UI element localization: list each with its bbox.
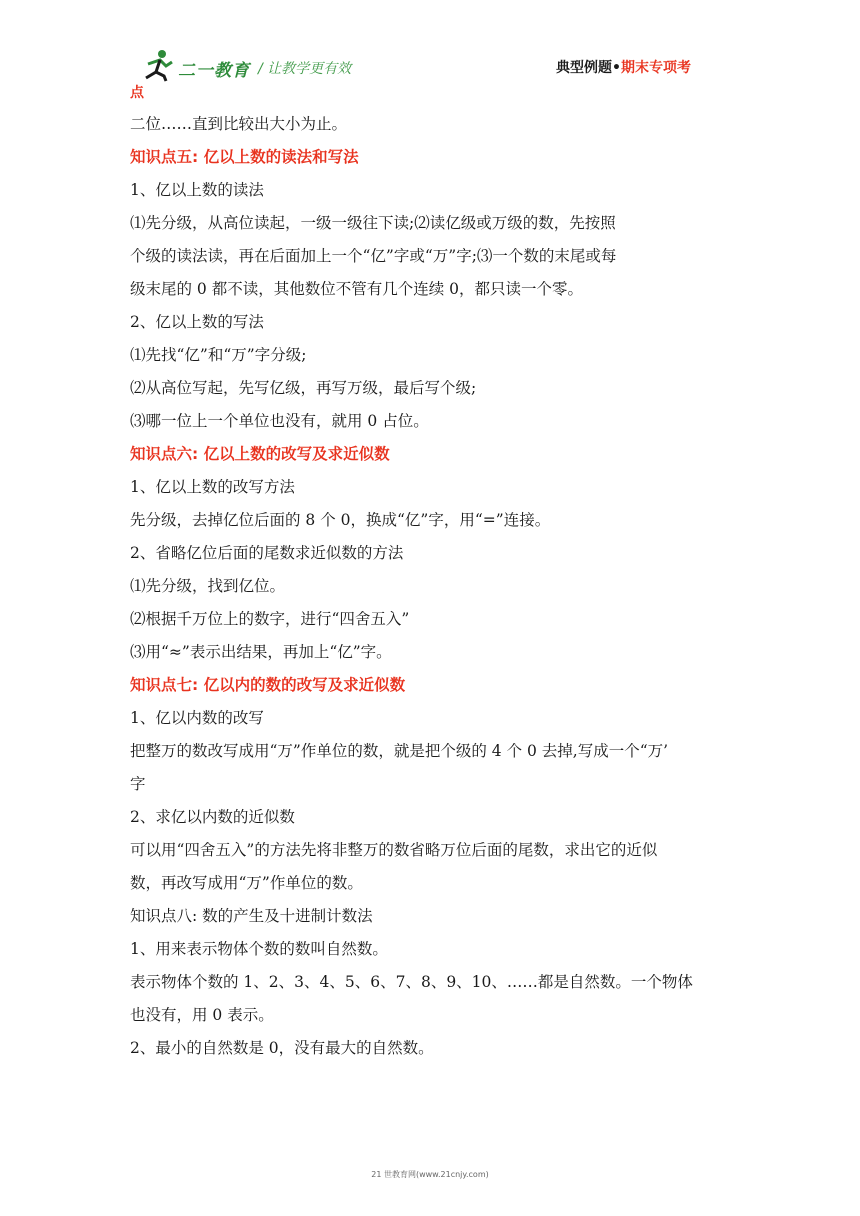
header-category-tail: 点 — [130, 85, 144, 101]
text-line: 先分级，去掉亿位后面的 8 个 0，换成“亿”字，用“=”连接。 — [130, 511, 551, 529]
text-line: 1、亿以上数的改写方法 — [130, 478, 295, 496]
text-line: 二位……直到比较出大小为止。 — [130, 115, 348, 133]
text-line: 2、最小的自然数是 0，没有最大的自然数。 — [130, 1039, 434, 1057]
text-line: 个级的读法读，再在后面加上一个“亿”字或“万”字;⑶一个数的末尾或每 — [130, 247, 617, 265]
section-heading: 知识点六: 亿以上数的改写及求近似数 — [130, 445, 390, 463]
text-line: ⑴先找“亿”和“万”字分级; — [130, 346, 307, 364]
text-line: 级末尾的 0 都不读，其他数位不管有几个连续 0，都只读一个零。 — [130, 280, 584, 298]
text-line: 可以用“四舍五入”的方法先将非整万的数省略万位后面的尾数，求出它的近似 — [130, 841, 658, 859]
document-body — [130, 108, 735, 1065]
header-category — [556, 57, 691, 77]
section-heading: 知识点七: 亿以内的数的改写及求近似数 — [130, 676, 406, 694]
text-line: 字 — [130, 775, 146, 793]
runner-logo-icon — [140, 48, 176, 82]
logo — [140, 48, 370, 88]
header-category-main: 典型例题• — [556, 60, 621, 76]
logo-name: 二一教育 — [178, 61, 250, 81]
text-line: 把整万的数改写成用“万”作单位的数，就是把个级的 4 个 0 去掉,写成一个“万’ — [130, 742, 669, 760]
text-line: ⑴先分级，找到亿位。 — [130, 577, 286, 595]
text-line: 2、省略亿位后面的尾数求近似数的方法 — [130, 544, 404, 562]
text-line: 数，再改写成用“万”作单位的数。 — [130, 874, 363, 892]
text-line: 表示物体个数的 1、2、3、4、5、6、7、8、9、10、……都是自然数。一个物体 — [130, 973, 693, 991]
header-category-sub: 期末专项考 — [620, 60, 691, 76]
text-line: 1、亿以上数的读法 — [130, 181, 264, 199]
text-line: 也没有，用 0 表示。 — [130, 1006, 274, 1024]
text-line: ⑴先分级，从高位读起，一级一级往下读;⑵读亿级或万级的数，先按照 — [130, 214, 616, 232]
text-line: 2、亿以上数的写法 — [130, 313, 264, 331]
text-line: ⑵根据千万位上的数字，进行“四舍五入” — [130, 610, 410, 628]
page-footer: 21 世教育网(www.21cnjy.com) — [371, 1170, 489, 1179]
logo-slogan: / 让教学更有效 — [258, 61, 352, 77]
text-line: ⑶用“≈”表示出结果，再加上“亿”字。 — [130, 643, 392, 661]
text-line: ⑶哪一位上一个单位也没有，就用 0 占位。 — [130, 412, 429, 430]
text-line: ⑵从高位写起，先写亿级，再写万级，最后写个级; — [130, 379, 477, 397]
page-header — [0, 0, 860, 100]
text-line: 1、亿以内数的改写 — [130, 709, 264, 727]
section-heading: 知识点五: 亿以上数的读法和写法 — [130, 148, 359, 166]
text-line: 1、用来表示物体个数的数叫自然数。 — [130, 940, 388, 958]
text-line: 知识点八: 数的产生及十进制计数法 — [130, 907, 373, 925]
text-line: 2、求亿以内数的近似数 — [130, 808, 295, 826]
